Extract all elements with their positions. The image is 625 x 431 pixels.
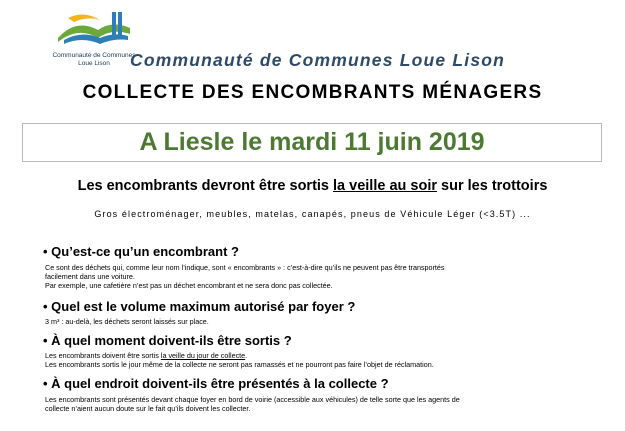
notice-part1: Les encombrants devront être sortis	[77, 178, 334, 194]
main-title: COLLECTE DES ENCOMBRANTS MÉNAGERS	[82, 82, 543, 103]
faq-answer-4	[45, 396, 460, 414]
faq-question-4: • À quel endroit doivent-ils être présentés à la collecte ?	[43, 376, 389, 391]
date-banner	[22, 123, 602, 162]
notice-line	[0, 178, 625, 194]
faq-answer-3-underlined: la veille du jour de collecte	[160, 351, 246, 360]
faq-answer-3-line: Les encombrants sortis le jour même de la collecte ne seront pas ramassés et ne pourront pas faire l’objet de réclamation.	[45, 359, 434, 369]
faq-question-2: • Quel est le volume maximum autorisé par foyer ?	[43, 299, 356, 314]
faq-answer-1-line: Ce sont des déchets qui, comme leur nom l’indique, sont « encombrants » : c’est-à-dire qu’ils ne peuvent pas être transportés	[45, 263, 445, 272]
faq-answer-3	[45, 352, 434, 370]
items-list: Gros électroménager, meubles, matelas, canapés, pneus de Véhicule Léger (<3.5T) ...	[94, 209, 531, 219]
faq-answer-1-line: Par exemple, une cafetière n’est pas un déchet encombrant et ne sera donc pas collectée.	[45, 280, 333, 290]
faq-answer-4-line: Les encombrants sont présentés devant chaque foyer en bord de voirie (accessible aux véhicules) de telle sorte que les agents de	[45, 395, 460, 404]
faq-answer-3-pre: Les encombrants doivent être sortis	[45, 351, 161, 360]
org-title: Communauté de Communes Loue Lison	[130, 50, 506, 70]
faq-answer-1	[45, 264, 445, 290]
faq-question-1: • Qu’est-ce qu’un encombrant ?	[43, 244, 239, 259]
logo-hills-icon	[54, 8, 134, 52]
logo-line2: Loue Lison	[78, 60, 110, 67]
notice-underlined: la veille au soir	[333, 178, 438, 194]
logo-line1: Communauté de Communes	[52, 52, 136, 59]
faq-answer-4-line: collecte n’aient aucun doute sur le fait qu’ils doivent les collecter.	[45, 403, 251, 413]
faq-answer-3-post: .	[245, 351, 248, 360]
faq-question-3: • À quel moment doivent-ils être sortis ?	[43, 333, 292, 348]
notice-part2: sur les trottoirs	[437, 178, 548, 194]
faq-answer-2	[45, 318, 209, 327]
date-line: A Liesle le mardi 11 juin 2019	[139, 128, 485, 156]
logo	[44, 8, 144, 70]
faq-answer-2-line: 3 m³ : au-delà, les déchets seront laissés sur place.	[45, 317, 209, 326]
faq-answer-1-line: facilement dans une voiture.	[45, 271, 135, 281]
